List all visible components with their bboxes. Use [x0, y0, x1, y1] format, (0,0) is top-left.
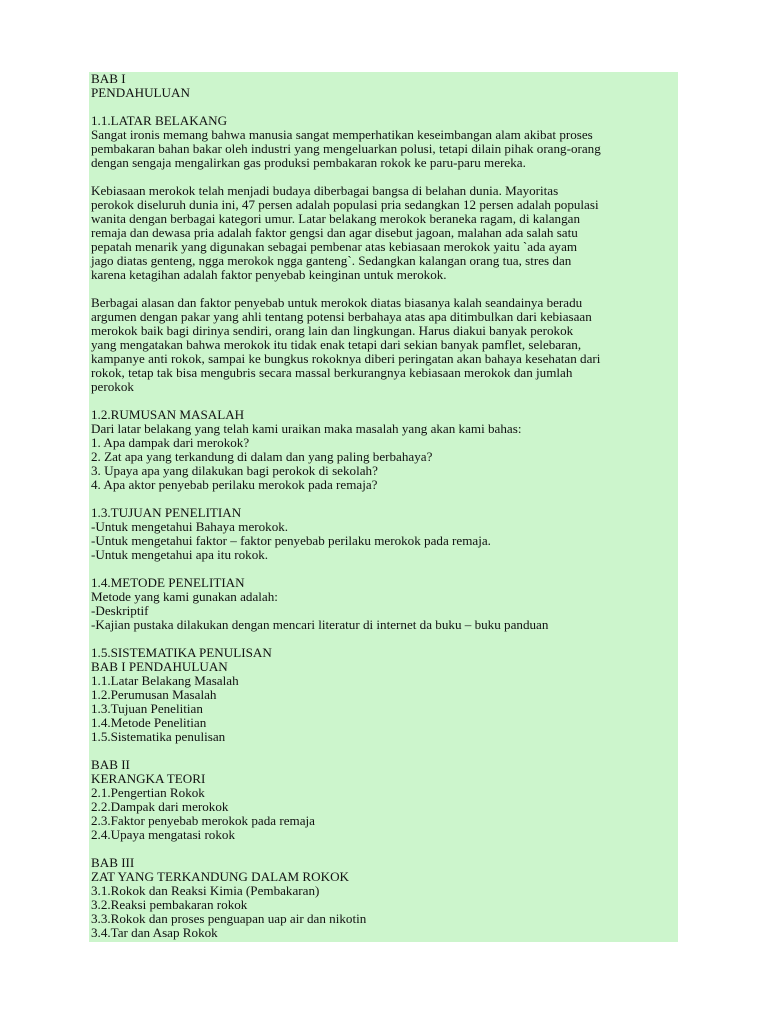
paragraph-line: remaja dan dewasa pria adalah faktor gengsi dan agar disebut jagoan, malahan ada salah satu — [91, 225, 578, 240]
spacer — [91, 562, 678, 576]
list-item: 1.1.Latar Belakang Masalah — [91, 673, 239, 688]
list-item: 2.2.Dampak dari merokok — [91, 799, 229, 814]
paragraph-1 — [91, 128, 678, 170]
spacer — [91, 394, 678, 408]
spacer — [91, 170, 678, 184]
section-1-3-heading: 1.3.TUJUAN PENELITIAN — [91, 505, 242, 520]
list-item: 2.3.Faktor penyebab merokok pada remaja — [91, 813, 315, 828]
list-item: -Untuk mengetahui Bahaya merokok. — [91, 519, 289, 534]
spacer — [91, 842, 678, 856]
paragraph-line: dengan sengaja mengalirkan gas produksi pembakaran rokok ke paru-paru mereka. — [91, 155, 526, 170]
list-item: 2.4.Upaya mengatasi rokok — [91, 827, 235, 842]
chapter1-title: PENDAHULUAN — [91, 85, 190, 100]
paragraph-line: perokok diseluruh dunia ini, 47 persen adalah populasi pria sedangkan 12 persen adalah populasi — [91, 197, 599, 212]
chapter1-label: BAB I — [91, 72, 126, 86]
chapter2-label: BAB II — [91, 757, 130, 772]
list-item: -Kajian pustaka dilakukan dengan mencari literatur di internet da buku – buku panduan — [91, 617, 549, 632]
section-1-3-list — [91, 520, 678, 562]
paragraph-line: kampanye anti rokok, sampai ke bungkus rokoknya diberi peringatan akan bahaya kesehatan dari — [91, 351, 601, 366]
paragraph-3 — [91, 296, 678, 394]
section-1-4-list — [91, 590, 678, 632]
chapter3-title: ZAT YANG TERKANDUNG DALAM ROKOK — [91, 869, 349, 884]
list-item: 3.1.Rokok dan Reaksi Kimia (Pembakaran) — [91, 883, 320, 898]
list-item: Dari latar belakang yang telah kami uraikan maka masalah yang akan kami bahas: — [91, 421, 522, 436]
chapter3-label: BAB III — [91, 855, 135, 870]
spacer — [91, 492, 678, 506]
list-item: 3.4.Tar dan Asap Rokok — [91, 925, 218, 940]
paragraph-line: Berbagai alasan dan faktor penyebab untuk merokok diatas biasanya kalah seandainya beradu — [91, 295, 583, 310]
paragraph-line: jago diatas genteng, ngga merokok ngga ganteng`. Sedangkan kalangan orang tua, stres dan — [91, 253, 572, 268]
list-item: 4. Apa aktor penyebab perilaku merokok pada remaja? — [91, 477, 378, 492]
chapter3-list — [91, 884, 678, 940]
list-item: -Untuk mengetahui faktor – faktor penyebab perilaku merokok pada remaja. — [91, 533, 491, 548]
paragraph-line: Sangat ironis memang bahwa manusia sangat memperhatikan keseimbangan alam akibat proses — [91, 127, 593, 142]
spacer — [91, 100, 678, 114]
paragraph-line: Kebiasaan merokok telah menjadi budaya diberbagai bangsa di belahan dunia. Mayoritas — [91, 183, 559, 198]
section-1-5-heading: 1.5.SISTEMATIKA PENULISAN — [91, 645, 272, 660]
list-item: Metode yang kami gunakan adalah: — [91, 589, 278, 604]
section-1-5-list — [91, 660, 678, 744]
chapter2-title: KERANGKA TEORI — [91, 771, 206, 786]
list-item: BAB I PENDAHULUAN — [91, 659, 228, 674]
list-item: 2. Zat apa yang terkandung di dalam dan yang paling berbahaya? — [91, 449, 433, 464]
paragraph-line: pepatah menarik yang digunakan sebagai pembenar atas kebiasaan merokok yaitu `ada ayam — [91, 239, 578, 254]
paragraph-line: rokok, tetap tak bisa mengubris secara massal berkurangnya kebiasaan merokok dan jumlah — [91, 365, 573, 380]
document-page — [89, 72, 678, 942]
section-1-4-heading: 1.4.METODE PENELITIAN — [91, 575, 245, 590]
list-item: 3.2.Reaksi pembakaran rokok — [91, 897, 248, 912]
chapter2-list — [91, 786, 678, 842]
list-item: 1.5.Sistematika penulisan — [91, 729, 226, 744]
section-1-1-heading: 1.1.LATAR BELAKANG — [91, 113, 228, 128]
list-item: -Deskriptif — [91, 603, 149, 618]
paragraph-line: yang mengatakan bahwa merokok itu tidak enak tetapi dari sekian banyak pamflet, selebaran, — [91, 337, 582, 352]
list-item: 2.1.Pengertian Rokok — [91, 785, 205, 800]
paragraph-line: argumen dengan pakar yang ahli tentang potensi berbahaya atas apa ditimbulkan dari kebiasaan — [91, 309, 592, 324]
paragraph-line: karena ketagihan adalah faktor penyebab keinginan untuk merokok. — [91, 267, 447, 282]
list-item: 1.2.Perumusan Masalah — [91, 687, 217, 702]
spacer — [91, 744, 678, 758]
paragraph-2 — [91, 184, 678, 282]
list-item: 1.4.Metode Penelitian — [91, 715, 207, 730]
list-item: 1.3.Tujuan Penelitian — [91, 701, 203, 716]
paragraph-line: pembakaran bahan bakar oleh industri yang mengeluarkan polusi, tetapi dilain pihak orang-orang — [91, 141, 601, 156]
spacer — [91, 632, 678, 646]
list-item: 1. Apa dampak dari merokok? — [91, 435, 250, 450]
list-item: -Untuk mengetahui apa itu rokok. — [91, 547, 269, 562]
paragraph-line: perokok — [91, 379, 134, 394]
section-1-2-heading: 1.2.RUMUSAN MASALAH — [91, 407, 245, 422]
paragraph-line: merokok baik bagi dirinya sendiri, orang lain dan lingkungan. Harus diakui banyak perokok — [91, 323, 574, 338]
paragraph-line: wanita dengan berbagai kategori umur. Latar belakang merokok beraneka ragam, di kalangan — [91, 211, 580, 226]
list-item: 3.3.Rokok dan proses penguapan uap air dan nikotin — [91, 911, 367, 926]
list-item: 3. Upaya apa yang dilakukan bagi perokok di sekolah? — [91, 463, 378, 478]
spacer — [91, 282, 678, 296]
section-1-2-list — [91, 422, 678, 492]
